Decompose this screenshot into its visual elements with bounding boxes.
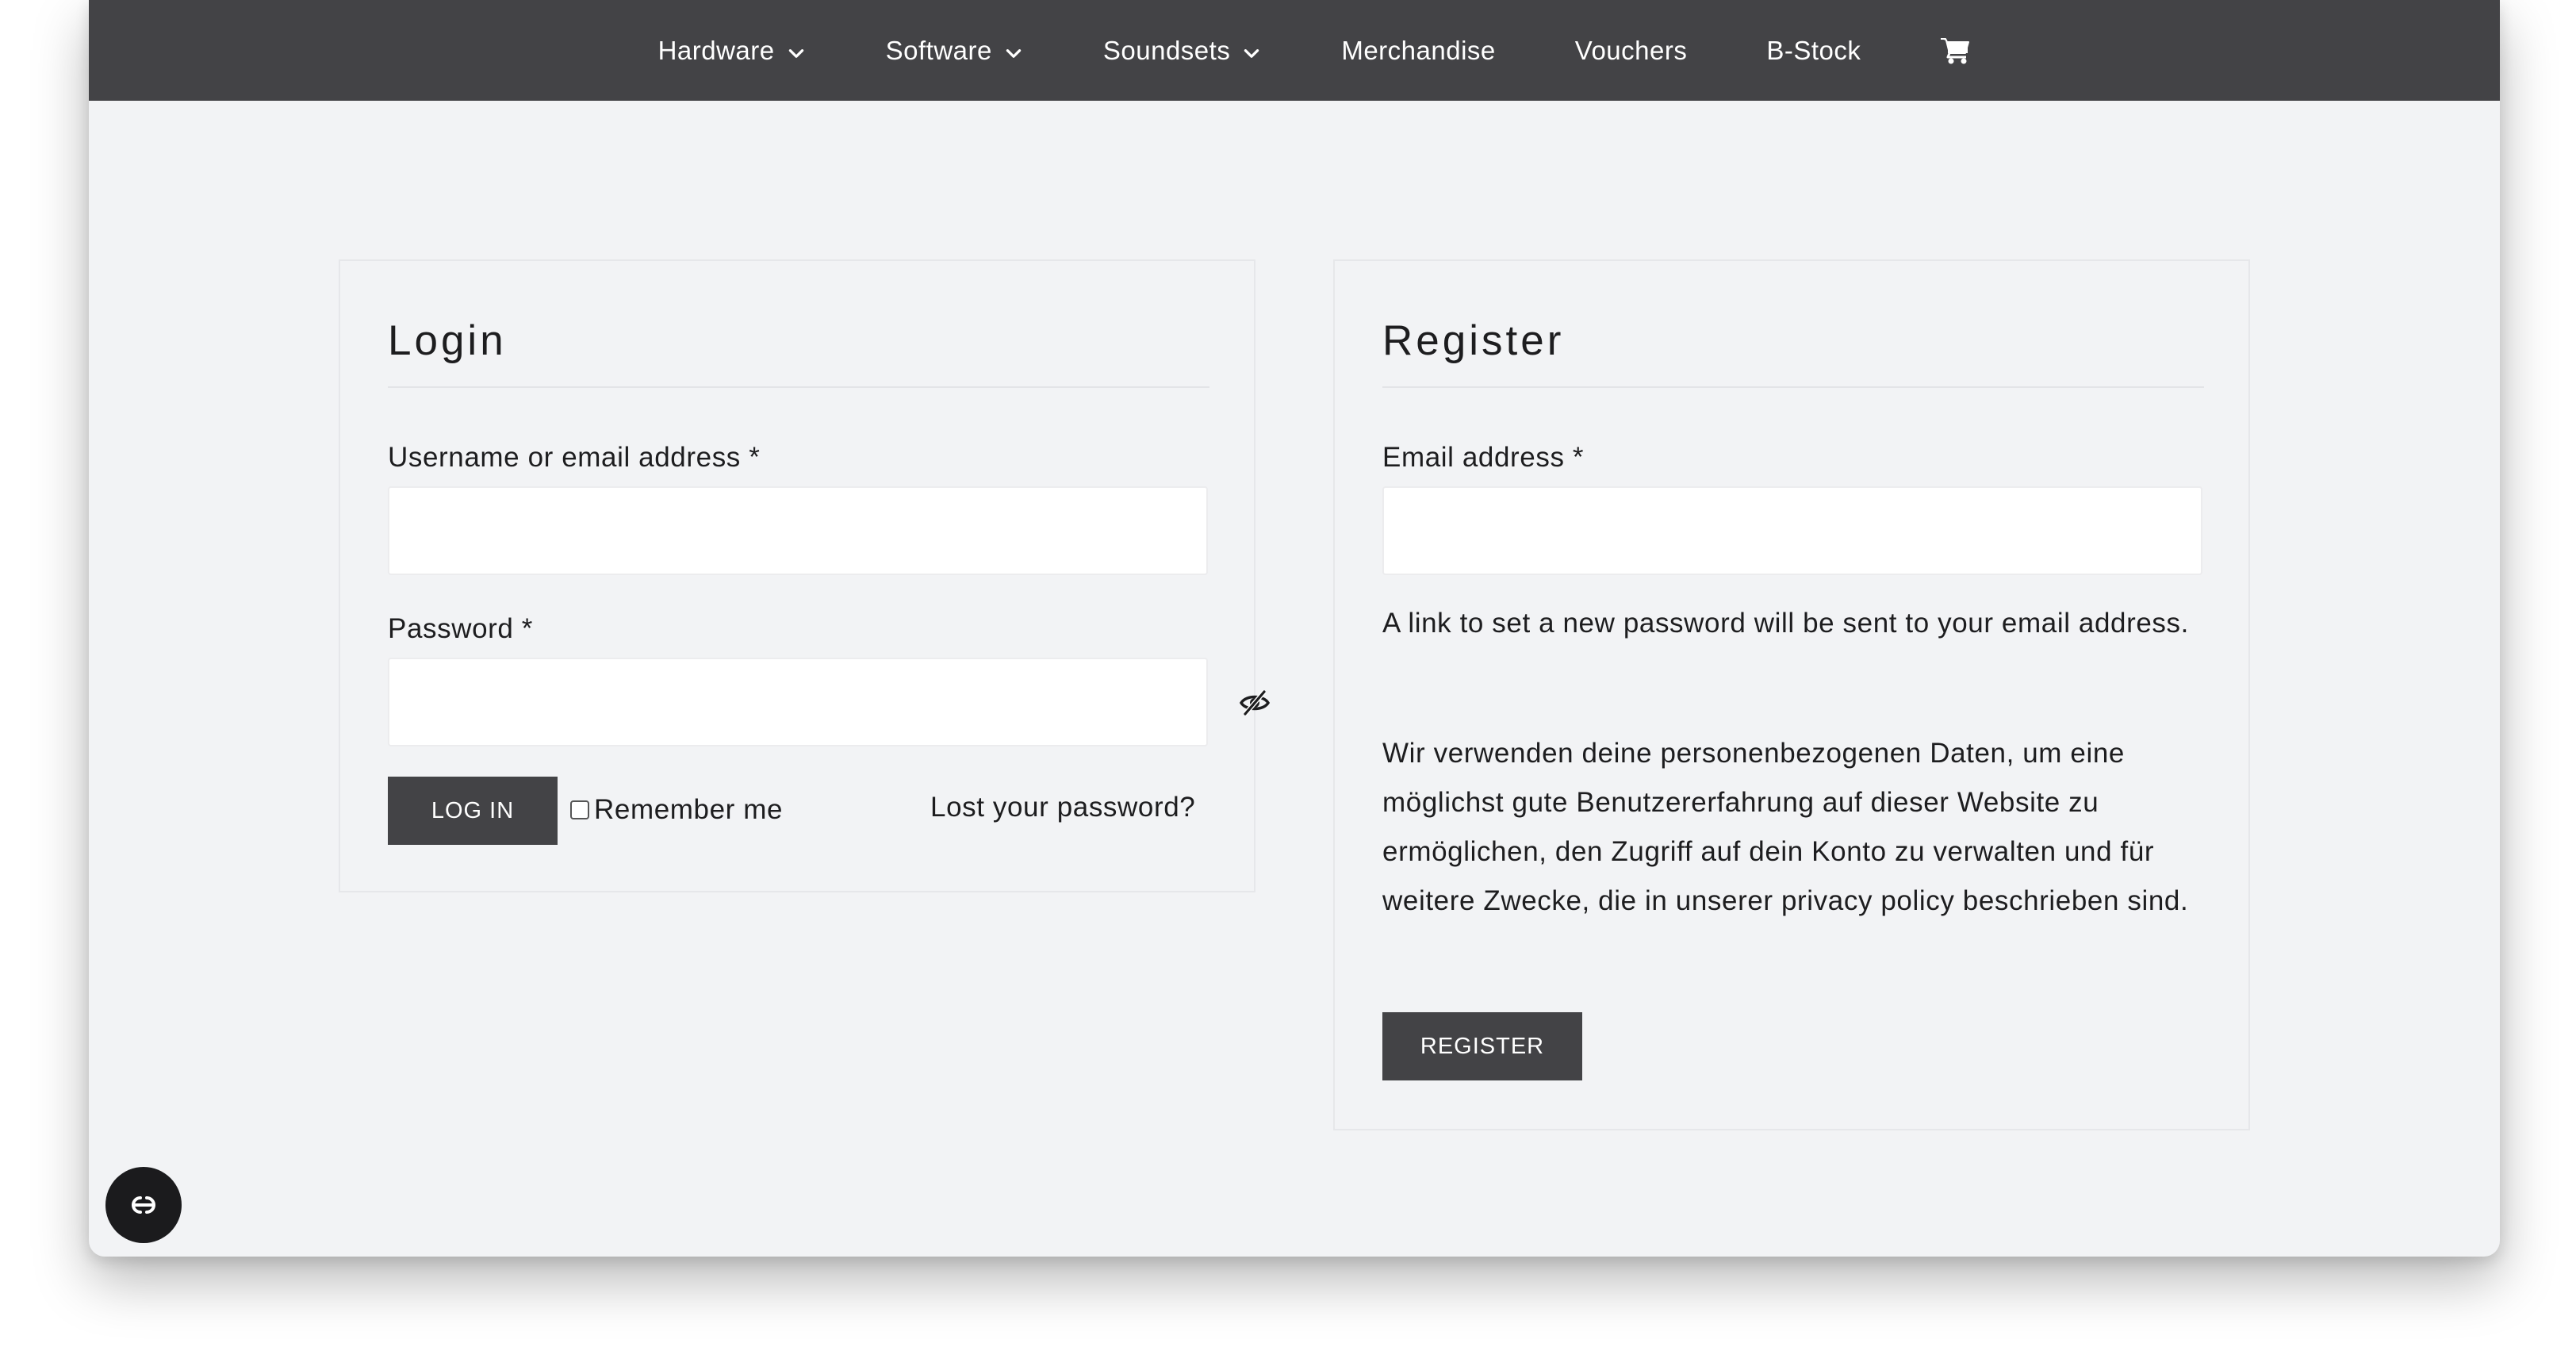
nav-item-label: B-Stock (1766, 35, 1861, 65)
password-info-text: A link to set a new password will be sent to your email address. (1382, 608, 2189, 639)
nav-item-label: Merchandise (1341, 35, 1496, 65)
register-card (1333, 259, 2250, 1130)
nav-item-b-stock[interactable] (1766, 36, 1861, 66)
remember-me[interactable] (570, 794, 783, 826)
nav-item-soundsets[interactable] (1103, 36, 1262, 66)
log-in-button[interactable]: LOG IN (388, 777, 558, 845)
login-title: Login (388, 317, 507, 364)
chevron-down-icon (786, 40, 807, 61)
chevron-down-icon (1241, 40, 1262, 61)
privacy-notice: Wir verwenden deine personenbezogenen Daten, um eine möglichst gute Benutzererfahrung auf dieser Website zu ermöglichen, den Zugriff auf dein Konto zu verwalten und für weitere Zwecke, die in unserer privacy policy beschrieben sind. (1382, 738, 2189, 916)
lost-password-link[interactable]: Lost your password? (930, 792, 1196, 823)
register-title: Register (1382, 317, 1565, 364)
nav-menu (619, 36, 1971, 66)
nav-item-label: Software (885, 35, 992, 65)
shopping-cart-icon[interactable] (1940, 36, 1970, 65)
login-card (339, 259, 1255, 892)
eye-slash-icon[interactable] (1239, 687, 1271, 719)
nav-item-hardware[interactable] (658, 36, 807, 66)
nav-item-vouchers[interactable] (1575, 36, 1688, 66)
email-label: Email address * (1382, 442, 1585, 473)
password-input[interactable] (388, 658, 1208, 746)
register-button[interactable]: REGISTER (1382, 1012, 1582, 1080)
username-input[interactable] (388, 486, 1208, 575)
cookie-settings-icon[interactable] (105, 1167, 182, 1243)
nav-item-label: Hardware (657, 35, 775, 65)
email-input[interactable] (1382, 486, 2202, 575)
remember-me-label: Remember me (594, 794, 784, 825)
browser-window (89, 0, 2500, 1257)
remember-me-checkbox[interactable] (570, 800, 589, 819)
password-label: Password * (388, 613, 534, 644)
divider (1382, 386, 2204, 388)
chevron-down-icon (1003, 40, 1024, 61)
nav-item-label: Soundsets (1102, 35, 1231, 65)
main-navigation (89, 0, 2500, 101)
username-label: Username or email address * (388, 442, 761, 473)
divider (388, 386, 1209, 388)
nav-item-software[interactable] (886, 36, 1024, 66)
nav-item-merchandise[interactable] (1341, 36, 1495, 66)
nav-item-label: Vouchers (1574, 35, 1688, 65)
